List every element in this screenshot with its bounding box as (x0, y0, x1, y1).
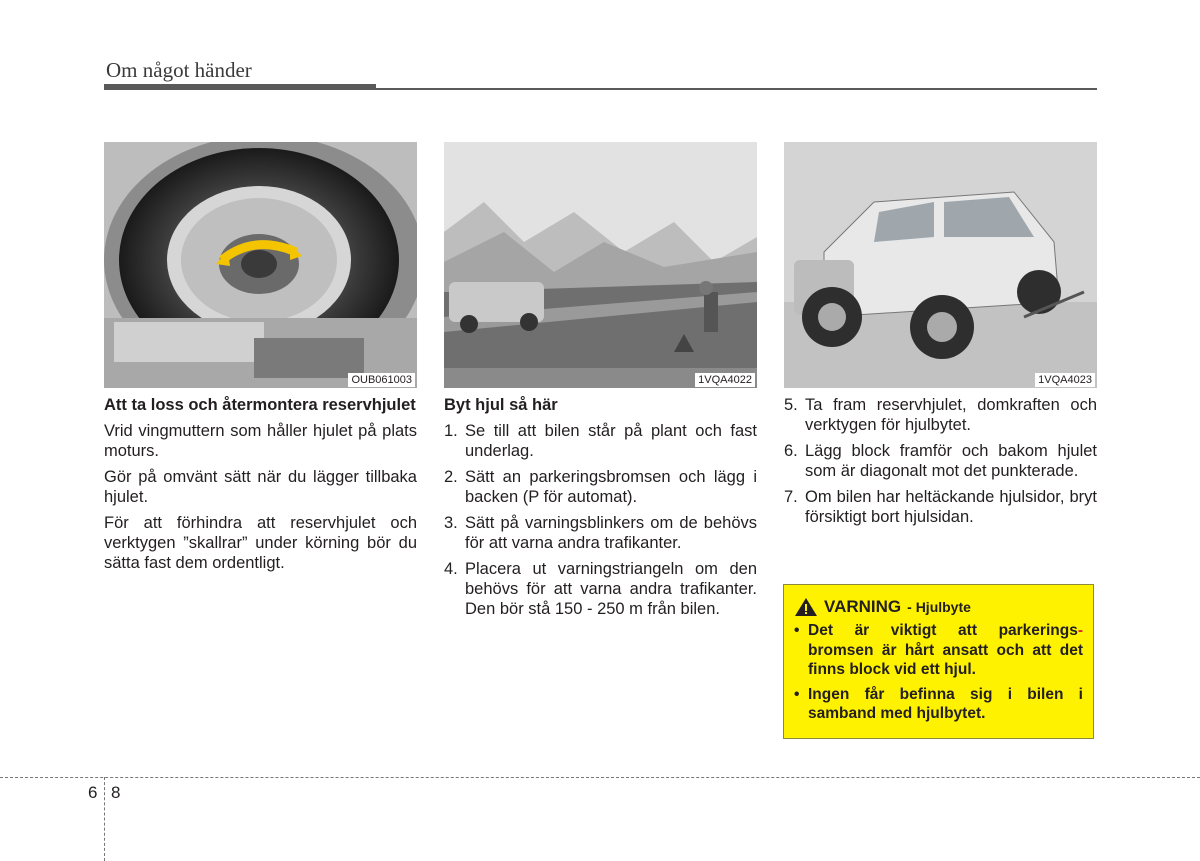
figure-code: 1VQA4023 (1035, 373, 1095, 387)
step-item (444, 513, 757, 553)
warning-title: VARNING (824, 597, 902, 616)
chapter-number: 6 (88, 783, 98, 802)
footer-rule (0, 777, 1200, 778)
warning-triangle-icon (794, 597, 818, 617)
step-item (784, 395, 1097, 435)
warning-item (794, 621, 1083, 680)
step-number: 3. (444, 514, 458, 532)
column-change-wheel-cont (784, 395, 1097, 533)
warning-text: Det är viktigt att parkerings (808, 622, 1078, 639)
warning-item (794, 685, 1083, 724)
header-rule-thin (376, 88, 1097, 90)
step-number: 6. (784, 442, 798, 460)
hyphen: - (1077, 622, 1083, 639)
bullet: • (794, 622, 800, 639)
step-text: Om bilen har heltäckande hjulsidor, bryt försiktigt bort hjulsidan. (805, 488, 1097, 526)
step-text: Sätt an parkeringsbromsen och lägg i backen (P för automat). (465, 468, 757, 506)
roadside-illustration (444, 142, 757, 388)
page-number: 8 (111, 783, 121, 802)
step-item (444, 421, 757, 461)
column-spare-wheel (104, 395, 417, 579)
step-item (784, 487, 1097, 527)
step-item (444, 467, 757, 507)
step-text: Sätt på varningsblinkers om de behövs för att varna andra trafikanter. (465, 514, 757, 552)
heading-change-wheel: Byt hjul så här (444, 396, 558, 414)
step-number: 2. (444, 468, 458, 486)
header-rule-thick (104, 84, 376, 90)
step-number: 1. (444, 422, 458, 440)
step-text: Ta fram reservhjulet, domkraften och verktygen för hjulbytet. (805, 396, 1097, 434)
paragraph: Vrid vingmuttern som håller hjulet på plats moturs. (104, 422, 417, 460)
step-text: Placera ut varningstriangeln om den behövs för att varna andra trafikanter. Den bör stå 150 - 250 m från bilen. (465, 560, 757, 618)
step-item (444, 559, 757, 619)
paragraph: För att förhindra att reservhjulet och verktygen ”skallrar” under körning bör du sätta fast dem ordentligt. (104, 514, 417, 572)
footer-divider (104, 777, 105, 861)
figure-code: OUB061003 (348, 373, 415, 387)
step-number: 4. (444, 560, 458, 578)
step-number: 7. (784, 488, 798, 506)
step-text: Lägg block framför och bakom hjulet som är diagonalt mot det punkterade. (805, 442, 1097, 480)
suv-jack-illustration (784, 142, 1097, 388)
warning-text: Ingen får befinna sig i bilen i samband med hjulbytet. (808, 685, 1083, 722)
warning-text: bromsen är hårt ansatt och att det finns block vid ett hjul. (808, 641, 1083, 678)
figure-roadside (444, 142, 757, 388)
bullet: • (794, 685, 800, 703)
warning-heading (794, 597, 1083, 617)
figure-suv-jack (784, 142, 1097, 388)
figure-code: 1VQA4022 (695, 373, 755, 387)
step-text: Se till att bilen står på plant och fast underlag. (465, 422, 757, 460)
warning-subtitle: - Hjulbyte (907, 599, 971, 615)
column-change-wheel (444, 395, 757, 625)
step-number: 5. (784, 396, 798, 414)
section-title: Om något händer (106, 58, 252, 82)
figure-spare-wheel (104, 142, 417, 388)
paragraph: Gör på omvänt sätt när du lägger tillbaka hjulet. (104, 468, 417, 506)
warning-box (783, 584, 1094, 739)
step-item (784, 441, 1097, 481)
spare-wheel-illustration (104, 142, 417, 388)
heading-remove-spare: Att ta loss och återmontera reservhjulet (104, 396, 416, 414)
